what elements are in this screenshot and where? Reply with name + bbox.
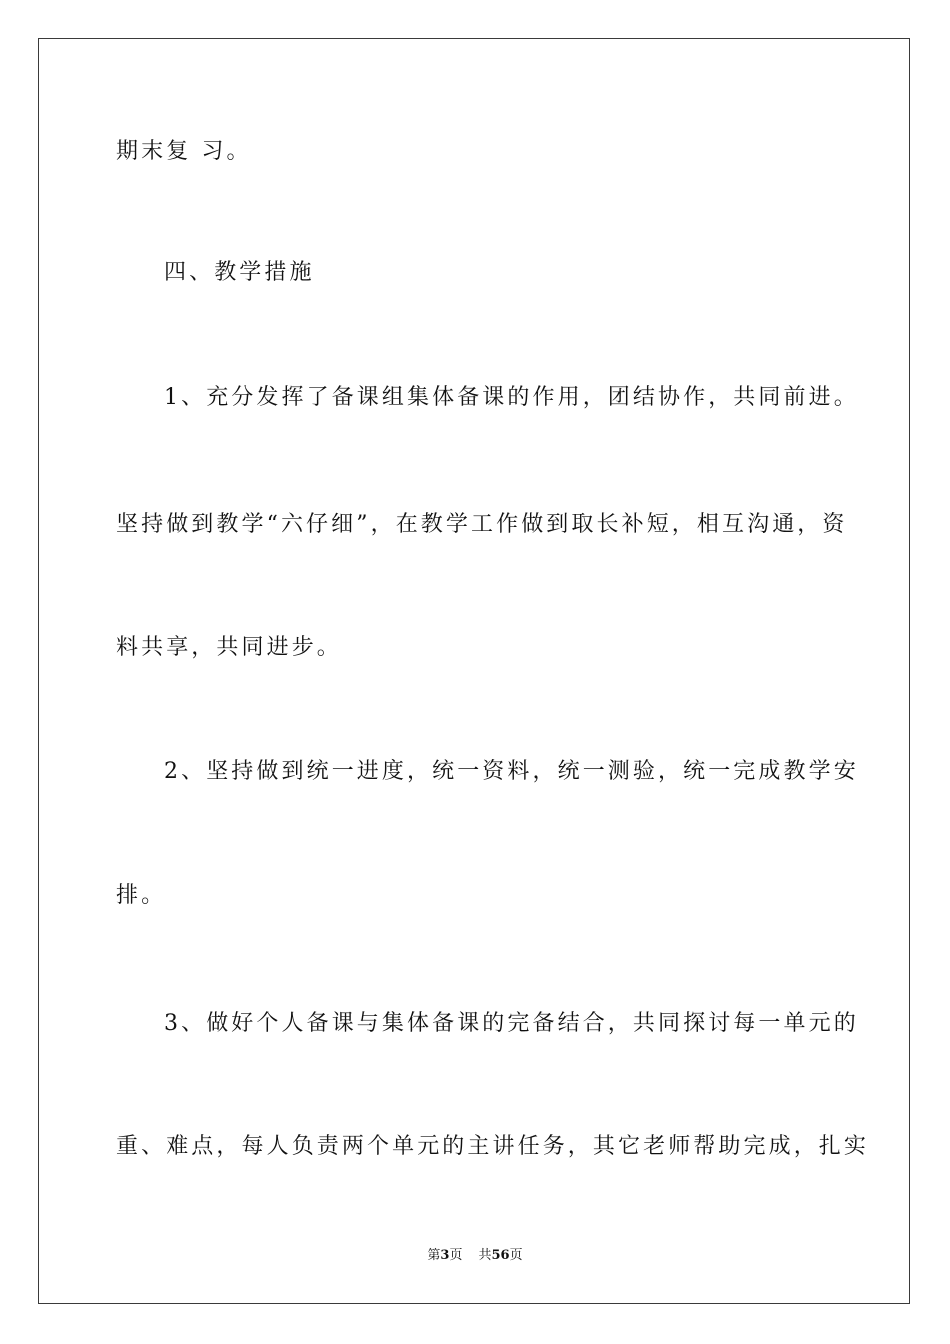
page-footer [0, 1247, 950, 1265]
text-line-3: 1、充分发挥了备课组集体备课的作用，团结协作，共同前进。 [164, 385, 859, 410]
text-line-7: 排。 [116, 883, 167, 908]
page-number: 3 [440, 1248, 450, 1263]
section-heading: 四、教学措施 [164, 260, 315, 285]
total-prefix: 共 [478, 1248, 492, 1263]
text-line-6: 2、坚持做到统一进度，统一资料，统一测验，统一完成教学安 [164, 759, 859, 784]
text-line-8: 3、做好个人备课与集体备课的完备结合，共同探讨每一单元的 [164, 1011, 859, 1036]
text-line-1: 期末复 习。 [116, 139, 252, 164]
page-border [38, 38, 910, 1304]
text-line-5: 料共享，共同进步。 [116, 635, 342, 660]
page-prefix: 第 [427, 1248, 441, 1263]
text-line-4: 坚持做到教学“六仔细”，在教学工作做到取长补短，相互沟通，资 [116, 512, 848, 537]
total-suffix: 页 [509, 1248, 523, 1263]
page-suffix: 页 [449, 1248, 463, 1263]
text-line-9: 重、难点，每人负责两个单元的主讲任务，其它老师帮助完成，扎实 [116, 1134, 870, 1159]
total-pages: 56 [491, 1248, 510, 1263]
